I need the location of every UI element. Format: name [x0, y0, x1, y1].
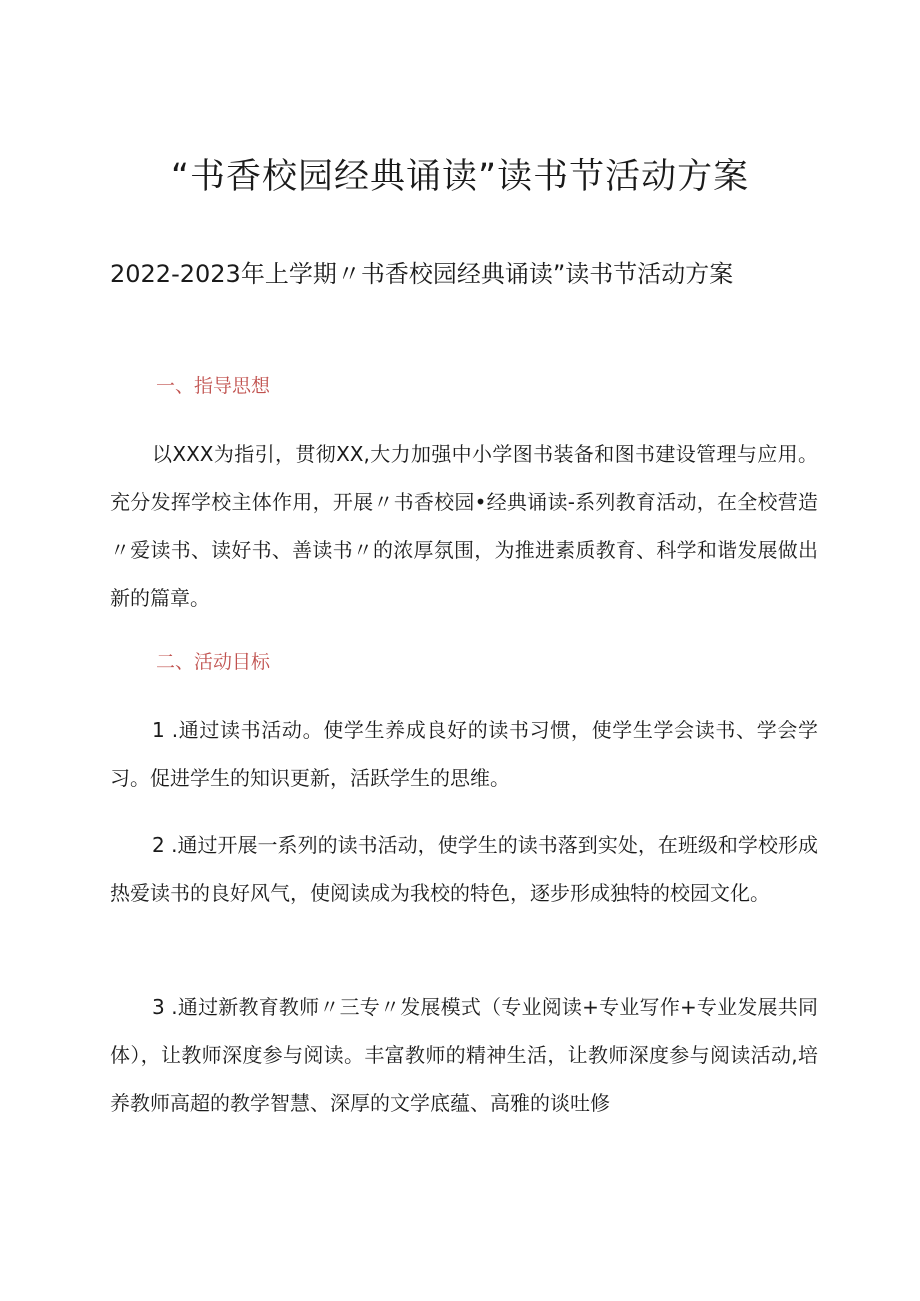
paragraph-goal-3: 3 .通过新教育教师〃三专〃发展模式（专业阅读+专业写作+专业发展共同体），让教师深度参与阅读。丰富教师的精神生活，让教师深度参与阅读活动,培养教师高超的教学智慧、深厚的文学底蕴、高雅的谈吐修 [110, 995, 818, 1115]
paragraph-goal-1: 1 .通过读书活动。使学生养成良好的读书习惯，使学生学会读书、学会学习。促进学生的知识更新，活跃学生的思维。 [110, 718, 818, 790]
paragraph-goal-2: 2 .通过开展一系列的读书活动，使学生的读书落到实处，在班级和学校形成热爱读书的良好风气，使阅读成为我校的特色，逐步形成独特的校园文化。 [110, 833, 818, 905]
section-heading-guiding-ideology: 一、指导思想 [156, 375, 271, 397]
paragraph-guiding-ideology: 以XXX为指引，贯彻XX,大力加强中小学图书装备和图书建设管理与应用。充分发挥学校主体作用，开展〃书香校园•经典诵读-系列教育活动，在全校营造〃爱读书、读好书、善读书〃的浓厚氛围，为推进素质教育、科学和谐发展做出新的篇章。 [110, 442, 818, 610]
document-subtitle: 2022-2023年上学期〃书香校园经典诵读”读书节活动方案 [110, 260, 734, 288]
document-title: “书香校园经典诵读”读书节活动方案 [170, 157, 750, 197]
section-heading-activity-goals: 二、活动目标 [156, 651, 271, 673]
